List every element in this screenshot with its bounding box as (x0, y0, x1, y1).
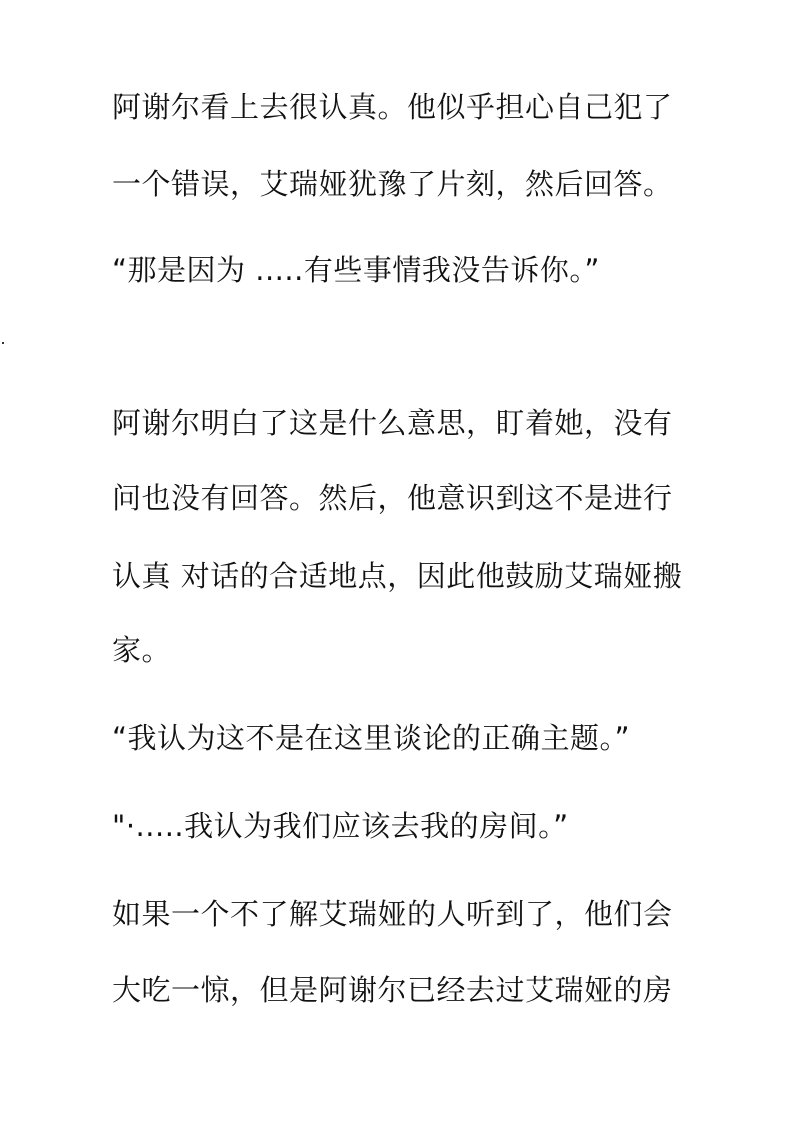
text-line-4: 问也没有回答。然后，他意识到这不是进行 (112, 481, 673, 515)
text-line-2: 一个错误，艾瑞娅犹豫了片刻，然后回答。 (112, 167, 673, 201)
text-line-6: 家。 (112, 633, 172, 667)
text-line-8: 大吃一惊，但是阿谢尔已经去过艾瑞娅的房 (112, 973, 673, 1007)
text-line-1: 阿谢尔看上去很认真。他似乎担心自己犯了 (112, 90, 673, 124)
text-line-7: 如果一个不了解艾瑞娅的人听到了，他们会 (112, 897, 673, 931)
quote-line-1: “那是因为 .....有些事情我没告诉你。” (112, 253, 600, 287)
quote-line-3: "·.....我认为我们应该去我的房间。” (112, 809, 569, 843)
text-line-5: 认真 对话的合适地点，因此他鼓励艾瑞娅搬 (112, 559, 683, 593)
stray-dot-mark (2, 342, 4, 344)
text-line-3: 阿谢尔明白了这是什么意思，盯着她，没有 (112, 406, 673, 440)
quote-line-2: “我认为这不是在这里谈论的正确主题。” (112, 721, 631, 755)
